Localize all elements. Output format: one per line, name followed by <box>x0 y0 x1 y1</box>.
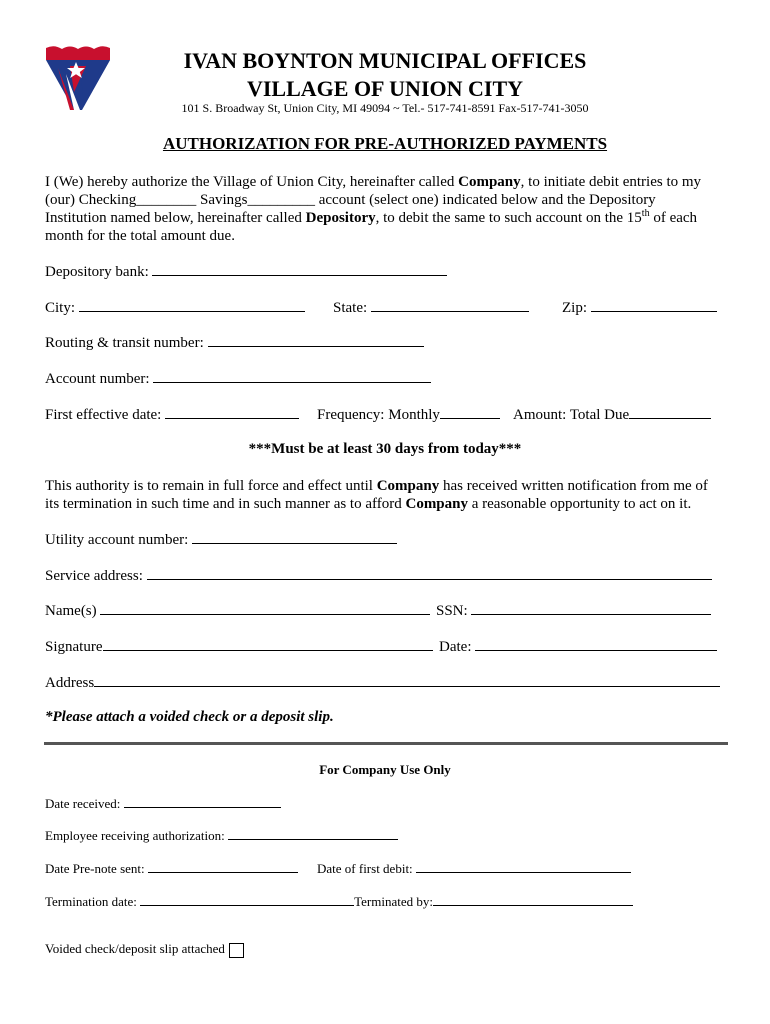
address-line[interactable] <box>94 673 720 687</box>
header-title-line2: VILLAGE OF UNION CITY <box>246 76 524 101</box>
date-received-field[interactable]: Date received: <box>45 796 281 812</box>
zip-line[interactable] <box>591 298 717 312</box>
zip-field[interactable]: Zip: <box>562 298 717 317</box>
account-field[interactable]: Account number: <box>45 369 431 388</box>
account-line[interactable] <box>153 369 431 383</box>
date-field[interactable]: Date: <box>439 637 717 656</box>
first-debit-line[interactable] <box>416 861 631 873</box>
state-line[interactable] <box>371 298 529 312</box>
terminated-by-line[interactable] <box>433 894 633 906</box>
voided-check-field[interactable]: Voided check/deposit slip attached <box>45 941 244 958</box>
first-debit-field[interactable]: Date of first debit: <box>317 861 631 877</box>
notice-text: ***Must be at least 30 days from today*** <box>248 441 522 457</box>
prenote-line[interactable] <box>148 861 298 873</box>
first-effective-date-line[interactable] <box>165 405 299 419</box>
routing-field[interactable]: Routing & transit number: <box>45 333 424 352</box>
date-line[interactable] <box>475 637 717 651</box>
utility-account-line[interactable] <box>192 530 397 544</box>
first-effective-date-field[interactable]: First effective date: <box>45 405 299 424</box>
state-field[interactable]: State: <box>333 298 529 317</box>
address-field[interactable]: Address <box>45 673 720 692</box>
termination-date-field[interactable]: Termination date: Terminated by: <box>45 894 633 910</box>
depository-bank-field[interactable]: Depository bank: <box>45 262 447 281</box>
utility-account-field[interactable]: Utility account number: <box>45 530 397 549</box>
depository-bank-line[interactable] <box>152 262 447 276</box>
form-title: AUTHORIZATION FOR PRE-AUTHORIZED PAYMENTS <box>162 134 608 153</box>
amount-line[interactable] <box>629 405 711 419</box>
prenote-field[interactable]: Date Pre-note sent: <box>45 861 298 877</box>
company-use-title: For Company Use Only <box>319 762 451 777</box>
header-address: 101 S. Broadway St, Union City, MI 49094 ~ Tel.- 517-741-8591 Fax-517-741-3050 <box>181 101 589 115</box>
amount-field[interactable]: Amount: Total Due <box>513 405 711 424</box>
service-address-line[interactable] <box>147 566 712 580</box>
authorization-paragraph: I (We) hereby authorize the Village of Union City, hereinafter called Company, to initiate debit entries to my (our) Checking________ Savings_________ account (select one) indicated below and the Depository Institution named below, hereinafter called Depository, to debit the same to such account on the 15th of each month for the total amount due. <box>45 174 702 244</box>
termination-date-line[interactable] <box>140 894 354 906</box>
signature-line[interactable] <box>103 637 433 651</box>
employee-line[interactable] <box>228 828 398 840</box>
frequency-line[interactable] <box>440 405 500 419</box>
ssn-field[interactable]: SSN: <box>436 601 711 620</box>
city-field[interactable]: City: <box>45 298 305 317</box>
attach-note: *Please attach a voided check or a deposit slip. <box>45 709 334 725</box>
names-line[interactable] <box>100 601 430 615</box>
header-title-line1: IVAN BOYNTON MUNICIPAL OFFICES <box>183 48 587 73</box>
authority-paragraph: This authority is to remain in full force and effect until Company has received written notification from me of its termination in such time and in such manner as to afford Company a reasonable opportunity to act on it. <box>45 478 708 512</box>
signature-field[interactable]: Signature <box>45 637 433 656</box>
section-divider <box>44 742 728 745</box>
names-field[interactable]: Name(s) <box>45 601 430 620</box>
voided-check-checkbox[interactable] <box>229 943 244 958</box>
city-line[interactable] <box>79 298 305 312</box>
date-received-line[interactable] <box>124 796 281 808</box>
service-address-field[interactable]: Service address: <box>45 566 712 585</box>
employee-field[interactable]: Employee receiving authorization: <box>45 828 398 844</box>
ssn-line[interactable] <box>471 601 711 615</box>
frequency-field[interactable]: Frequency: Monthly <box>317 405 500 424</box>
routing-line[interactable] <box>208 333 424 347</box>
